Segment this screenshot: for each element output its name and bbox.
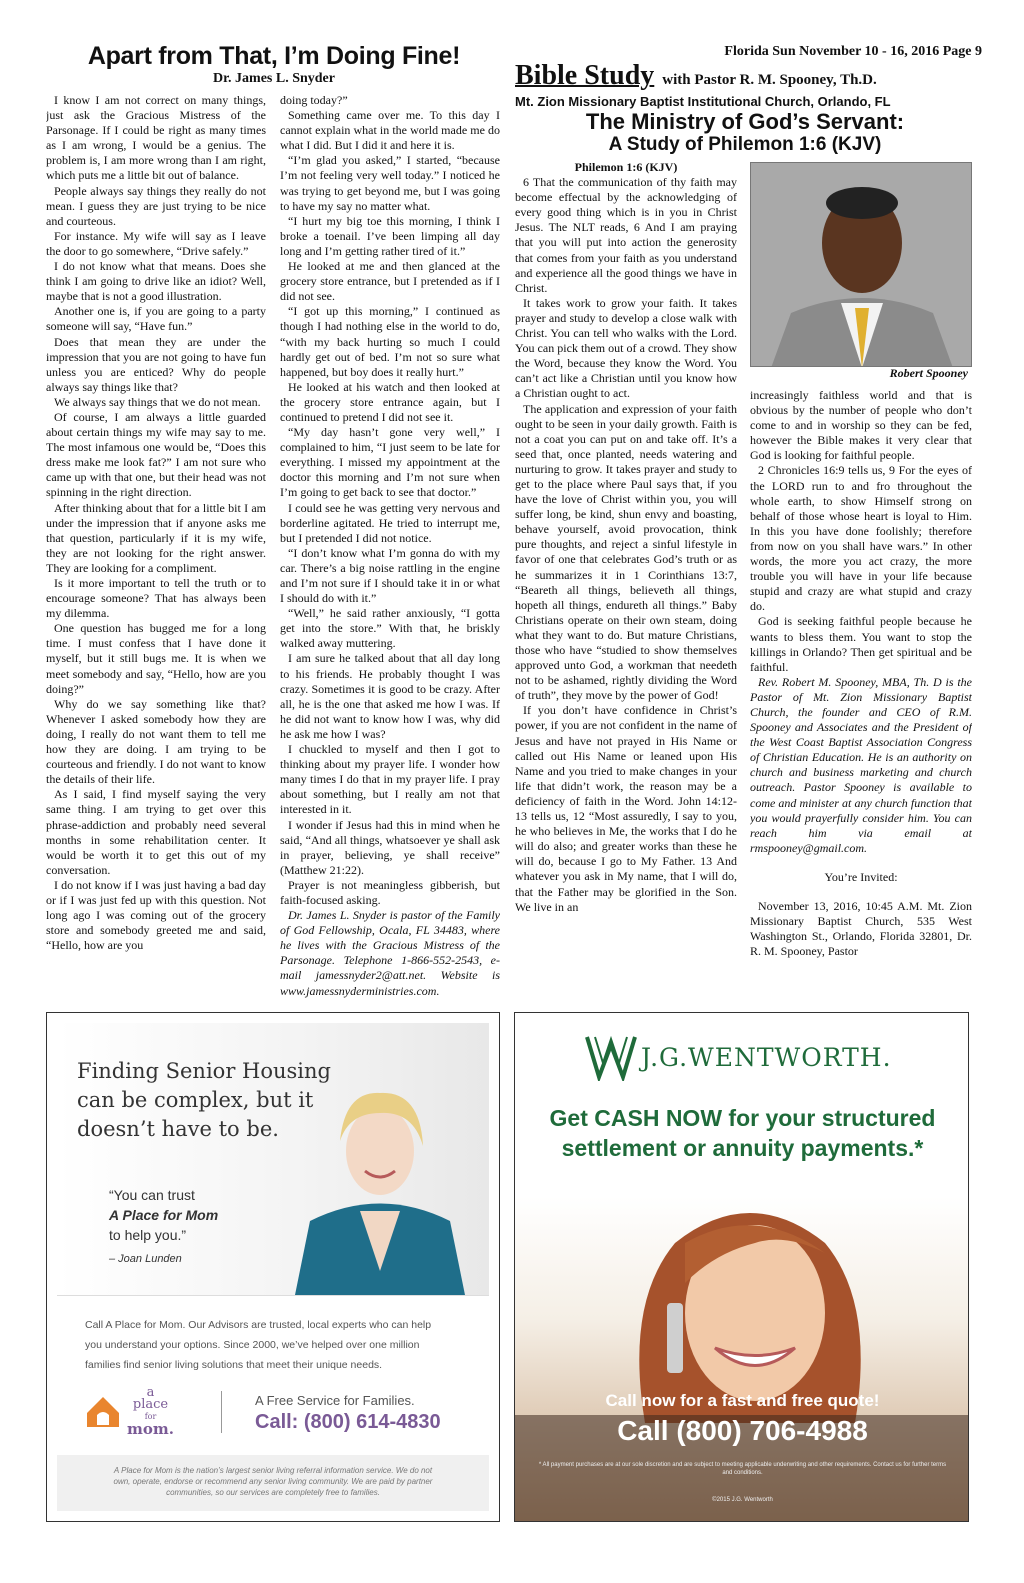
event-details: November 13, 2016, 10:45 A.M. Mt. Zion Missionary Baptist Church, 535 West Washington St., Orlando, Florida 32801, Dr. R. M. Spooney, Pastor (750, 899, 972, 959)
ad-headline-line: doesn’t have to be. (77, 1117, 279, 1141)
bible-study-word: Bible Study (515, 60, 655, 91)
paragraph: For instance. My wife will say as I leave the door to go somewhere, “Drive safely.” (46, 228, 266, 258)
paragraph: “My day hasn’t gone very well,” I complained to him, “I just seem to be late for everything. I missed my appointment at the doctor this morning and I’m not sure when I’m going to get back to see that doctor.” (280, 425, 500, 500)
house-logo-icon (83, 1391, 123, 1431)
paragraph: “I got up this morning,” I continued as though I had nothing else in the world to do, “with my back hurting so much I could hardly get out of bed. I’m not so sure what happened, but boy does it really hurt.” (280, 304, 500, 379)
paragraph: “Well,” he said rather anxiously, “I gotta get into the store.” With that, he briskly walked away muttering. (280, 606, 500, 651)
logo-mom: mom. (127, 1420, 174, 1438)
logo-a: a (146, 1385, 155, 1400)
paragraph: It takes work to grow your faith. It takes prayer and study to develop a close walk with Christ. You can tell who walks with the Lord. You can pick them out of a crowd. They show the Word, because they know the Word. You can’t act like a Christian until you know how a Christian ought to act. (515, 295, 737, 401)
paragraph: After thinking about that for a little bit I am under the impression that if anyone asks me that question, particularly if it is my wife, they are not looking for the right answer. They are looking for a compliment. (46, 500, 266, 575)
ad-headline-line: Finding Senior Housing (77, 1059, 331, 1083)
paragraph: increasingly faithless world and that is obvious by the number of people who don’t come to and in worship so they can be fed, however the Bible makes it very clear that God is looking for faithful people. (750, 388, 972, 463)
disclaimer-line: own, operate, endorse or recommend any senior living community. We are paid by partner (113, 1477, 433, 1486)
place-for-mom-logo[interactable] (83, 1385, 203, 1438)
photo-caption: Robert Spooney (889, 366, 968, 380)
paragraph: Another one is, if you are going to a party someone will say, “Have fun.” (46, 304, 266, 334)
paragraph: I could see he was getting very nervous and borderline agitated. He tried to interrupt me, but I pretended I did not notice. (280, 500, 500, 545)
paragraph: 2 Chronicles 16:9 tells us, 9 For the eyes of the LORD run to and fro throughout the whole earth, to show Himself strong on behalf of those whose heart is loyal to Him. In this you have done foolishly; therefore from now on you shall have wars.” In other words, the more you act crazy, the more trouble you will have in your life because stupid and crazy are what stupid and crazy do. (750, 463, 972, 614)
quote-author: – Joan Lunden (109, 1253, 182, 1265)
wentworth-logo-icon (585, 1033, 637, 1081)
pastor-bio: Rev. Robert M. Spooney, MBA, Th. D is the Pastor of Mt. Zion Missionary Baptist Church, the founder and CEO of R.M. Spooney and Associates and the President of the West Coast Baptist Association Congress of Christian Education. He is an authority on church and business marketing and church outreach. Pastor Spooney is available to come and minister at any church function that you would prayerfully consider him. You can reach him via email at rmspooney@gmail.com. (750, 674, 972, 855)
ad-body-line: you understand your options. Since 2000, we’ve helped over one million (85, 1339, 420, 1351)
paragraph: If you don’t have confidence in Christ’s power, if you are not confident in the name of Jesus and have not prayed in His Name or called out His Name or leaned upon His Name and you tried to make changes in your life that didn’t work, the reason may be a deficiency of faith in the Word. John 14:12-13 tells us, 12 “Most assuredly, I say to you, he who believes in Me, the works that I do he will do also; and greater works than these he will do, because I go to My Father. 13 And whatever you ask in My name, that I will do, that the Father may be glorified in the Son. We live in an (515, 703, 737, 914)
article-column-2 (280, 93, 500, 1003)
bible-study-pastor: with Pastor R. M. Spooney, Th.D. (662, 72, 877, 88)
ad-headline-line: Get CASH NOW for your structured (549, 1105, 936, 1131)
church-name: Mt. Zion Missionary Baptist Institutional Church, Orlando, FL (515, 94, 891, 109)
paragraph: Is it more important to tell the truth or to encourage someone? That has always been my dilemma. (46, 576, 266, 621)
brand-name: J.G.WENTWORTH. (641, 1043, 892, 1072)
paragraph: I do not know if I was just having a bad day or if I was just fed up with this question. Not long ago I was coming out of the grocery store and somebody greeted me and said, “Hello, how are you (46, 877, 266, 953)
pastor-portrait-icon (751, 163, 972, 367)
paragraph: I know I am not correct on many things, just ask the Gracious Mistress of the Parsonage. If I could be right as many times as I am wrong, I would be a genius. The problem is, I am more wrong than I am right, which puts me a little bit out of balance. (46, 93, 266, 183)
copyright: ©2015 J.G. Wentworth (712, 1497, 773, 1503)
bible-study-title (515, 60, 975, 92)
bible-study-column-2 (750, 388, 972, 1005)
author-note: Dr. James L. Snyder is pastor of the Family of God Fellowship, Ocala, FL 34483, where he lives with the Gracious Mistress of the Parsonage. Telephone 1-866-552-2543, e-mail jamessnyder2@att.net. Website is www.jamessnyderministries.com. (280, 908, 500, 998)
bible-study-column-1 (515, 160, 737, 1005)
disclaimer-line: A Place for Mom is the nation’s largest senior living referral information service. We do not (113, 1466, 433, 1475)
logo-place: place (132, 1397, 169, 1412)
paragraph: He looked at me and then glanced at the grocery store entrance, but I pretended as if I did not see. (280, 259, 500, 304)
article-title: Apart from That, I’m Doing Fine! (87, 42, 461, 70)
study-headline: The Ministry of God’s Servant: (585, 109, 905, 134)
paragraph: “I don’t know what I’m gonna do with my car. There’s a big noise rattling in the engine and I’m not sure if I should take it in or what I should do with it.” (280, 545, 500, 606)
study-subheadline: A Study of Philemon 1:6 (KJV) (608, 134, 882, 155)
paragraph: 6 That the communication of thy faith may become effectual by the acknowledging of every good thing which is in you in Christ Jesus. The NLT reads, 6 And I am praying that you will put into action the generosity that comes from your faith as you understand and experience all the good things we have in Christ. (515, 175, 737, 295)
paragraph: People always say things they really do not mean. I guess they are just trying to be nice and courteous. (46, 183, 266, 228)
logo-wordmark (127, 1385, 174, 1438)
fine-print: * All payment purchases are at our sole discretion and are subject to meeting applicable underwriting and other requirements. Contact us for further terms and conditions. (538, 1462, 947, 1476)
paragraph: I chuckled to myself and then I got to thinking about my prayer life. I wonder how many times I do that in my prayer life. I pray about something, but I really am not that interested in it. (280, 742, 500, 817)
invite-heading: You’re Invited: (824, 869, 898, 884)
senior-housing-ad[interactable] (46, 1012, 500, 1522)
article-column-1 (46, 93, 266, 1003)
quote-line: A Place for Mom (109, 1207, 219, 1223)
ad-body (85, 1315, 475, 1375)
paragraph: As I said, I find myself saying the very same thing. I am trying to get over this phrase-addiction and probably need several months in some rehabilitation center. It would be worth it to get this out of my conversation. (46, 787, 266, 877)
divider (221, 1391, 222, 1433)
paragraph: Of course, I am always a little guarded about certain things my wife may say to me. The most infamous one would be, “Does this dress make me look fat?” I am not sure who came up with that one, but their head was not spinning in the right direction. (46, 409, 266, 500)
ad-body-line: families find senior living solutions that meet their unique needs. (85, 1359, 383, 1371)
ad-headline-line: can be complex, but it (77, 1088, 314, 1112)
quote-line: “You can trust (109, 1187, 195, 1203)
ad-headline (515, 1103, 969, 1163)
paragraph: The application and expression of your faith ought to be seen in your daily growth. Faith is not a coat you can put on and take off. It’s a seed that, once planted, needs watering and nurturing to grow. It takes prayer and study to get to the place where Paul says that, if you have the love of Christ within you, you will suffer long, be kind, shun envy and boasting, behave yourself, avoid provocation, think pure thoughts, and reject a sinful lifestyle in favor of one that celebrates God’s truth or as he summarizes it in 1 Corinthians 13:7, “Beareth all things, believeth all things, hopeth all things, endureth all things.” Baby Christians operate on their own steam, doing what they want to do. But mature Christians, those who have “studied to show themselves approved unto God, a workman that needeth not to be ashamed, rightly dividing the Word of truth”, they move by the power of God! (515, 401, 737, 703)
paragraph: He looked at his watch and then looked at the grocery store entrance again, but I continued to pretend I did not see it. (280, 379, 500, 424)
paragraph: I am sure he talked about that all day long to his friends. He probably thought I was crazy. Sometimes it is good to be crazy. After all, he is the one that asked me how I was. If he did not want to know how I was, why did he ask me how I was? (280, 651, 500, 741)
paragraph: Why do we say something like that? Whenever I asked somebody how they are doing, I really do not want them to tell me how they are doing. I am trying to be courteous and friendly. I do not want to know the details of their life. (46, 696, 266, 787)
divider (57, 1295, 489, 1296)
disclaimer-line: communities, so our services are completely free to families. (166, 1488, 380, 1497)
jg-wentworth-ad[interactable] (514, 1012, 969, 1522)
call-number[interactable]: Call (800) 706-4988 (617, 1415, 868, 1446)
paragraph: doing today?” (280, 93, 348, 107)
quote-line: to help you.” (109, 1227, 187, 1243)
free-service-text: A Free Service for Families. (255, 1393, 415, 1408)
spokeswoman-photo-icon (285, 1071, 475, 1295)
paragraph: Does that mean they are under the impression that you are not going to have fun unless you are enticed? Why do people always say things like that? (46, 334, 266, 394)
ad-inner (57, 1023, 489, 1511)
page-header: Florida Sun November 10 - 16, 2016 Page 9 (724, 44, 982, 59)
woman-on-phone-photo-icon (605, 1183, 895, 1423)
paragraph: Prayer is not meaningless gibberish, but faith-focused asking. (280, 877, 500, 907)
call-number[interactable]: Call: (800) 614-4830 (255, 1411, 441, 1433)
paragraph: “I hurt my big toe this morning, I think I broke a toenail. I’ve been limping all day long and I’m getting rather tired of it.” (280, 213, 500, 258)
ad-headline-line: settlement or annuity payments.* (561, 1135, 924, 1161)
paragraph: “I’m glad you asked,” I started, “because I’m not feeling very well today.” I noticed he was trying to get beyond me, but I was going to have my say no matter what. (280, 153, 500, 213)
disclaimer-text (57, 1455, 489, 1498)
article-byline: Dr. James L. Snyder (213, 71, 335, 86)
paragraph: We always say things that we do not mean. (54, 394, 261, 409)
paragraph: God is seeking faithful people because he wants to bless them. You want to stop the killings in Orlando? Then get spiritual and be faithful. (750, 614, 972, 674)
scripture-reference: Philemon 1:6 (KJV) (574, 160, 678, 174)
paragraph: Something came over me. To this day I cannot explain what in the world made me do what I did. But I did it and here it is. (280, 108, 500, 153)
disclaimer-box (57, 1455, 489, 1511)
ad-quote (109, 1185, 218, 1269)
logo-for: for (144, 1412, 157, 1421)
call-now-text: Call now for a fast and free quote! (605, 1391, 880, 1410)
paragraph: One question has bugged me for a long time. I must confess that I have done it myself, but it still bugs me. It is when we meet somebody and say, “Hello, how are you doing?” (46, 621, 266, 696)
ad-body-line: Call A Place for Mom. Our Advisors are trusted, local experts who can help (85, 1319, 432, 1331)
pastor-photo (750, 162, 972, 367)
paragraph: I do not know what that means. Does she think I am going to drive like an idiot? Well, maybe that is not a good illustration. (46, 259, 266, 304)
paragraph: I wonder if Jesus had this in mind when he said, “And all things, whatsoever ye shall ask in prayer, believing, ye shall receive” (Matthew 21:22). (280, 817, 500, 877)
